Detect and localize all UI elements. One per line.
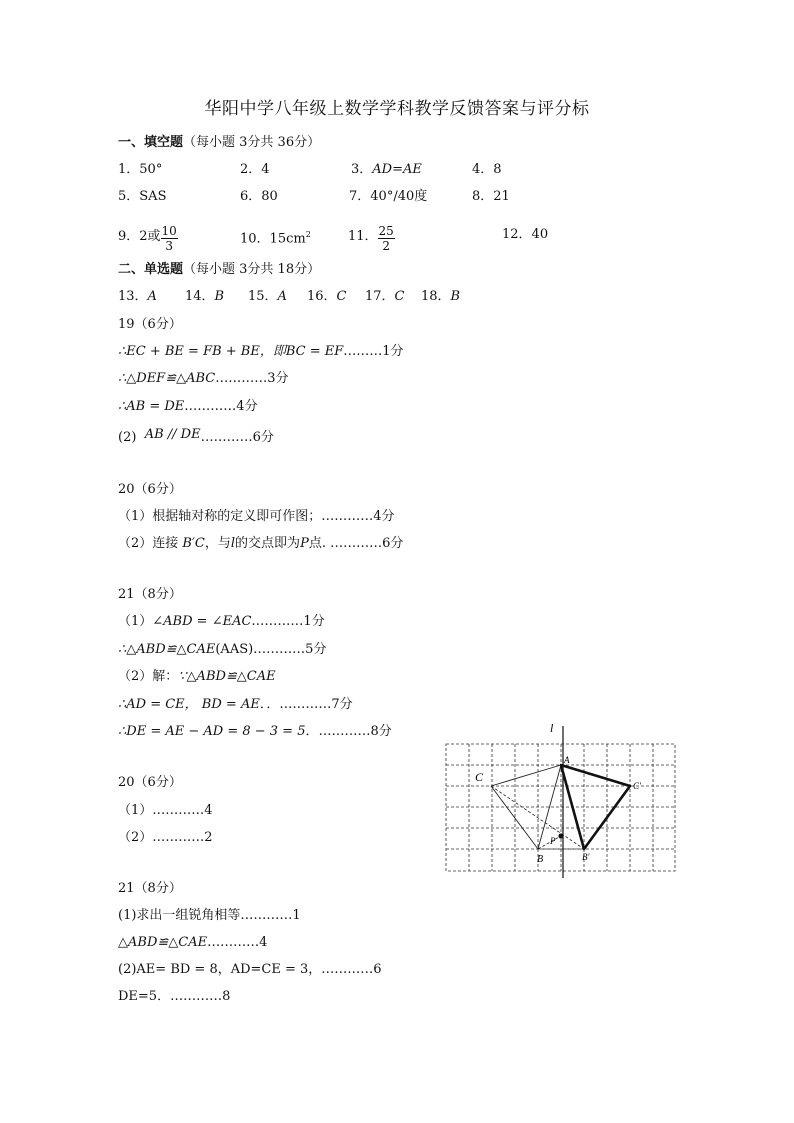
q19-line2: ∴△DEF≌△ABC…………3分 — [118, 371, 289, 386]
answer-3: 3．AD=AE — [351, 162, 422, 177]
label-b-prime: B′ — [582, 852, 590, 862]
section1-row2 — [118, 188, 618, 206]
answer-12: 12．40 — [502, 227, 549, 242]
q21b-line1: (1)求出一组锐角相等…………1 — [118, 908, 301, 923]
q21-line2: ∴△ABD≌△CAE(AAS)…………5分 — [118, 642, 327, 657]
q20-line1: （1）根据轴对称的定义即可作图；…………4分 — [118, 509, 395, 524]
q21b-line3: (2)AE= BD = 8，AD=CE = 3，…………6 — [118, 962, 382, 977]
section1-row1 — [118, 161, 618, 179]
fraction-25-2: $\frac{25}{2}$ — [378, 224, 394, 253]
q21b-line2: △ABD≌△CAE…………4 — [118, 935, 268, 950]
label-p: P — [550, 836, 556, 846]
label-l: l — [550, 721, 554, 735]
label-a: A — [564, 755, 570, 765]
answer-11: 11． $\frac{25}{2}$ — [348, 224, 394, 253]
q19-heading: 19（6分） — [118, 317, 182, 332]
section1-heading: 一、填空题（每小题 3分共 36分） — [118, 135, 321, 150]
answer-14: 14．B — [185, 289, 225, 304]
answer-15: 15．A — [248, 289, 287, 304]
q21-line4: ∴AD = CE， BD = AE．．…………7分 — [118, 697, 353, 712]
page-title: 华阳中学八年级上数学学科教学反馈答案与评分标 — [204, 99, 590, 119]
answer-4: 4．8 — [472, 162, 502, 177]
q21-heading: 21（8分） — [118, 587, 182, 602]
triangle-ab'c' — [561, 765, 630, 849]
answer-18: 18．B — [421, 289, 461, 304]
answer-13: 13．A — [118, 289, 157, 304]
answer-9: 9．2或 $\frac{10}{3}$ — [118, 224, 177, 253]
label-c-prime: C′ — [633, 781, 641, 791]
answer-10: 10．$15cm^2$ — [240, 230, 311, 247]
section1-row3 — [118, 216, 618, 253]
point-p — [558, 833, 563, 838]
answer-8: 8．21 — [472, 189, 510, 204]
section2-heading: 二、单选题（每小题 3分共 18分） — [118, 262, 321, 277]
q21-line5: ∴DE = AE − AD = 8 − 3 = 5．…………8分 — [118, 724, 392, 739]
section2-answers — [118, 288, 478, 306]
q21-line1: （1）∠ABD = ∠EAC…………1分 — [118, 614, 325, 629]
label-c: C — [475, 770, 484, 784]
q21b-line4: DE=5．…………8 — [118, 989, 231, 1004]
q19-line3: ∴AB = DE…………4分 — [118, 399, 258, 414]
q20b-line2: （2）…………2 — [118, 830, 213, 845]
answer-16: 16．C — [307, 289, 347, 304]
q20-line2: （2）连接 B′C，与l的交点即为P点. …………6分 — [118, 536, 404, 551]
label-b: B — [537, 854, 544, 865]
q19-line4: (2) AB // DE…………6分 — [118, 427, 274, 445]
axial-symmetry-figure — [444, 718, 676, 878]
q19-line1: ∴EC + BE = FB + BE，即BC = EF………1分 — [118, 344, 404, 359]
q20b-line1: （1）…………4 — [118, 803, 213, 818]
answer-5: 5．SAS — [118, 189, 167, 204]
answer-2: 2．4 — [240, 162, 270, 177]
dashed-grid — [446, 744, 675, 871]
fraction-10-3: $\frac{10}{3}$ — [161, 224, 177, 253]
q20b-heading: 20（6分） — [118, 775, 182, 790]
q20-heading: 20（6分） — [118, 482, 182, 497]
q21b-heading: 21（8分） — [118, 881, 182, 896]
answer-7: 7．40°/40度 — [349, 189, 428, 204]
q21-line3: （2）解：∵△ABD≌△CAE — [118, 669, 276, 684]
answer-6: 6．80 — [240, 189, 278, 204]
answer-1: 1．50° — [118, 162, 163, 177]
answer-17: 17．C — [365, 289, 405, 304]
